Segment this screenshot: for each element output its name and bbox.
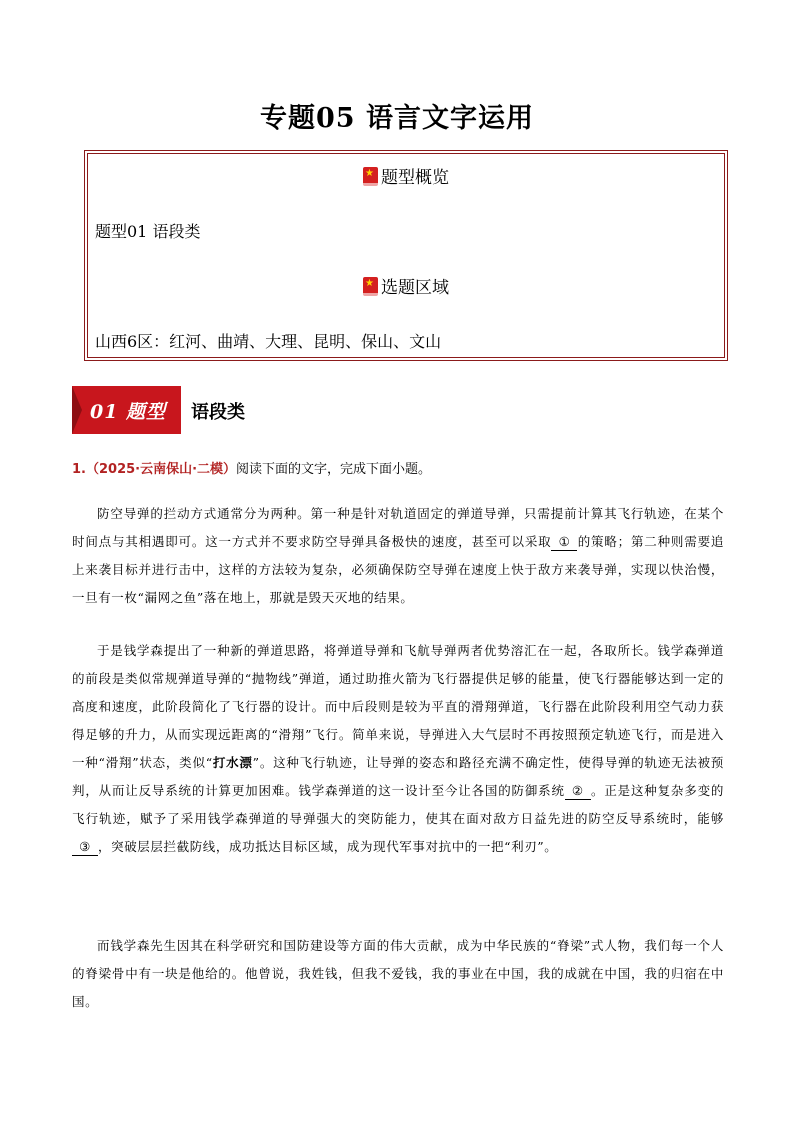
question-header [72,458,431,477]
section-badge-label: 01 题型 [90,401,167,423]
passage-text: 。正是这种复杂多变的飞行轨迹，赋予了采用钱学森弹道的导弹强大的突防能力，使其在面对敌方日益先进的防空反导系统时，能够 [72,783,724,826]
blank-2: ② [565,783,591,800]
blank-3: ③ [72,839,98,856]
passage-paragraph-2 [72,637,724,861]
page-title: 专题05 语言文字运用 [260,103,534,134]
section-badge [72,386,181,434]
passage-text: 防空导弹的拦动方式通常分为两种。第一种是针对轨道固定的弹道导弹，只需提前计算其飞行轨迹，在某个时间点与其相遇即可。这一方式并不要求防空导弹具备极快的速度，甚至可以采取 [72,506,724,549]
region-text: 山西6区：红河、曲靖、大理、昆明、保山、文山 [95,332,442,351]
question-source: （2025·云南保山·二模） [85,462,237,477]
question-number: 1. [72,462,86,477]
section-title: 语段类 [191,402,245,423]
red-book-icon [363,167,378,186]
passage-text: 于是钱学森提出了一种新的弹道思路，将弹道导弹和飞航导弹两者优势溶汇在一起，各取所长。钱学森弹道的前段是类似常规弹道导弹的“抛物线”弹道，通过助推火箭为飞行器提供足够的能量，使飞行器能够达到一定的高度和速度，此阶段简化了飞行器的设计。而中后段则是较为平直的滑翔弹道，飞行器在此阶段利用空气动力获得足够的升力，从而实现远距离的“滑翔”飞行。简单来说，导弹进入大气层时不再按照预定轨迹飞行，而是进入一种“滑翔”状态，类似“ [72,643,724,770]
passage-text: ”。这种飞行轨迹，让导弹的姿态和路径充满不确定性，使得导弹的轨迹无法被预判，从而让反导系统的计算更加困难。钱学森弹道的这一设计至今让各国的防御系统 [72,755,724,798]
type-item[interactable]: 题型01 语段类 [95,222,201,241]
overview-heading-label: 题型概览 [381,168,449,188]
passage-text: 的策略；第二种则需要追上来袭目标并进行击中，这样的方法较为复杂，必须确保防空导弹在速度上快于敌方来袭导弹，实现以快治慢，一旦有一枚“漏网之鱼”落在地上，那就是毁天灭地的结果。 [72,534,724,605]
passage-text: ，突破层层拦截防线，成功抵达目标区域，成为现代军事对抗中的一把“利刃”。 [98,839,558,854]
red-book-icon [363,277,378,296]
region-heading-label: 选题区域 [381,278,449,298]
question-prompt: 阅读下面的文字，完成下面小题。 [236,462,432,477]
bold-term: 打水漂 [212,755,253,770]
passage-paragraph-3: 而钱学森先生因其在科学研究和国防建设等方面的伟大贡献，成为中华民族的“脊梁”式人物，我们每一个人的脊梁骨中有一块是他给的。他曾说，我姓钱，但我不爱钱，我的事业在中国，我的成就在中国，我的归宿在中国。 [72,938,724,1009]
passage-paragraph-1 [72,500,724,612]
overview-heading [85,163,727,188]
overview-box [84,150,728,361]
region-heading [85,273,727,298]
blank-1: ① [551,534,577,551]
